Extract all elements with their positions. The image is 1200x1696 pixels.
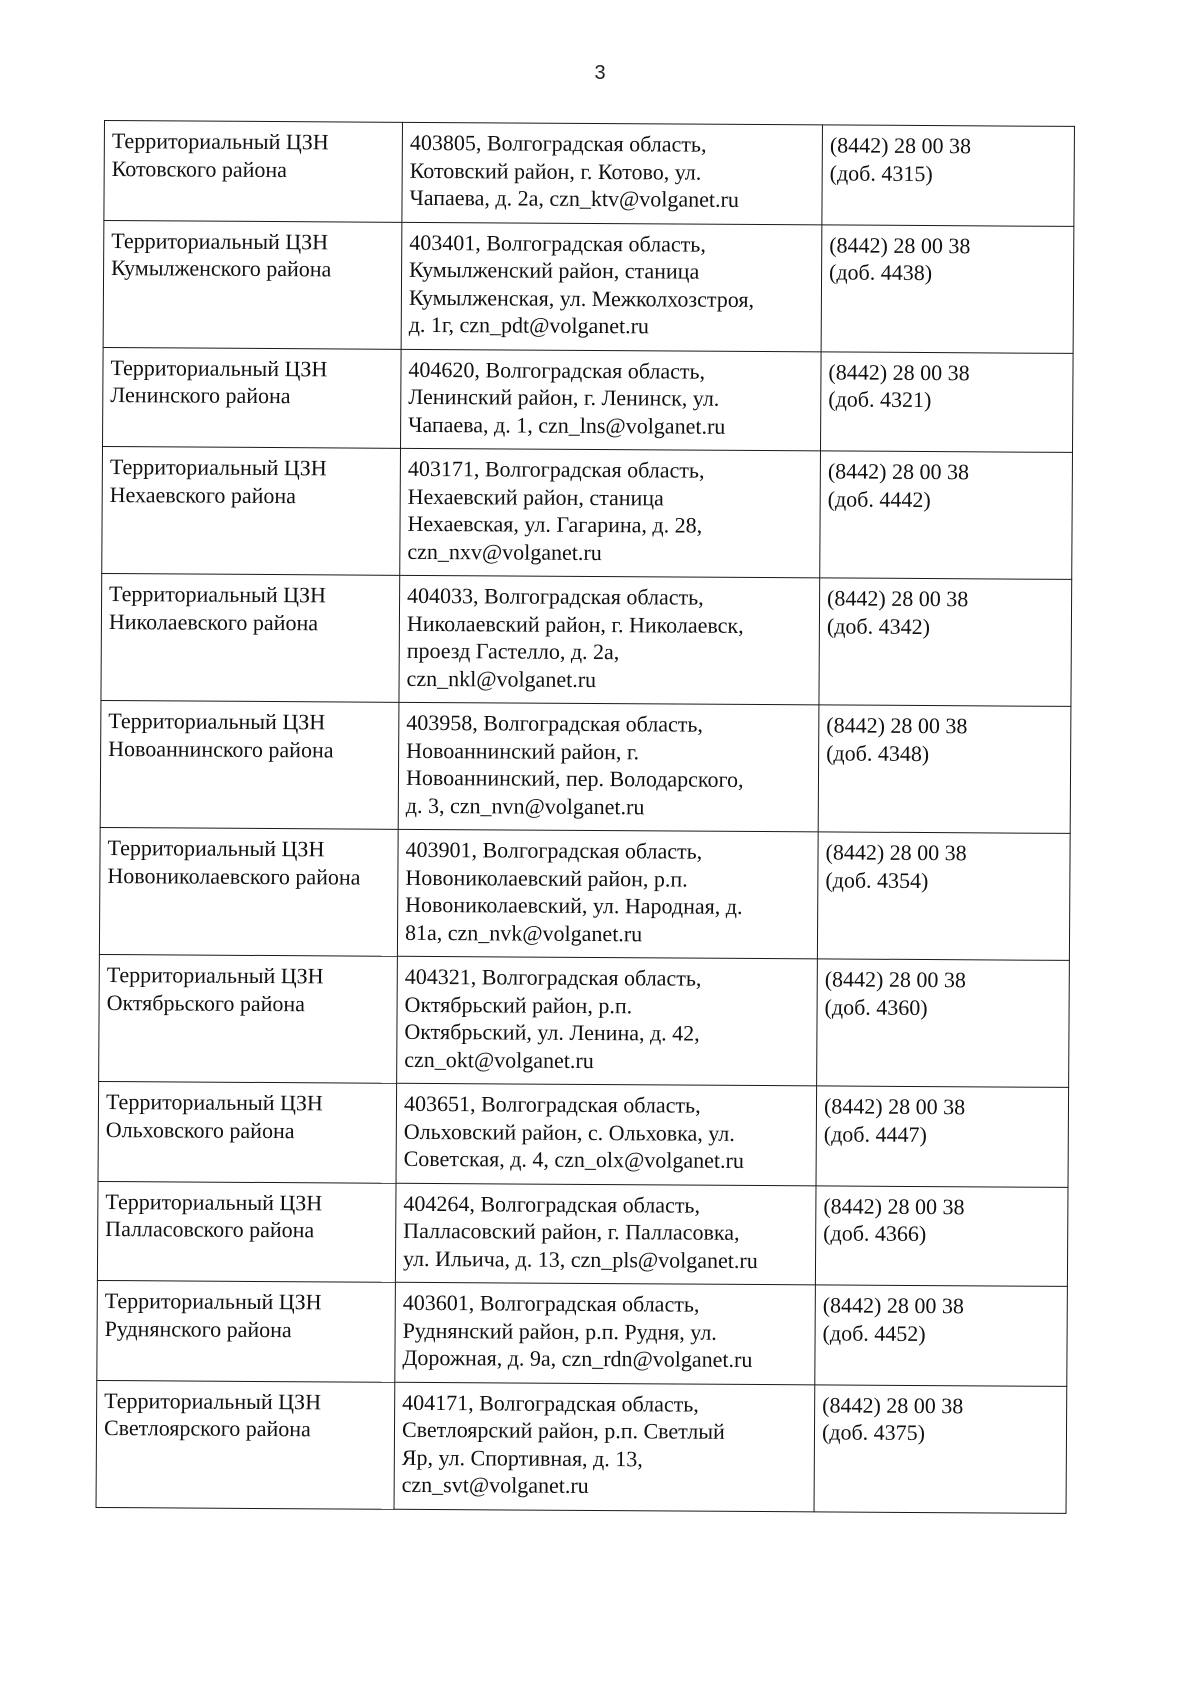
phone-line: (доб. 4342) bbox=[826, 612, 931, 639]
name-line: Руднянского района bbox=[104, 1315, 292, 1342]
address-line: 403171, Волгоградская область, bbox=[407, 455, 705, 483]
phone-cell bbox=[817, 832, 1070, 961]
phone-line: (8442) 28 00 38 bbox=[824, 966, 966, 993]
phone-line: (доб. 4447) bbox=[823, 1120, 927, 1147]
center-name-cell bbox=[99, 827, 398, 956]
address-cell bbox=[400, 349, 821, 451]
table-row bbox=[103, 220, 1074, 353]
phone-line: (доб. 4354) bbox=[825, 866, 929, 893]
name-line: Кумылженского района bbox=[111, 255, 332, 282]
name-line: Ольховского района bbox=[105, 1116, 295, 1143]
address-line: Николаевский район, г. Николаевск, bbox=[406, 610, 744, 638]
phone-line: (доб. 4452) bbox=[822, 1319, 926, 1346]
address-line: 403901, Волгоградская область, bbox=[405, 836, 703, 864]
phone-cell bbox=[816, 1086, 1069, 1187]
phone-line: (8442) 28 00 38 bbox=[823, 1093, 966, 1120]
name-line: Территориальный ЦЗН bbox=[104, 1288, 322, 1315]
name-line: Территориальный ЦЗН bbox=[106, 962, 324, 989]
table-row bbox=[101, 573, 1072, 706]
phone-line: (8442) 28 00 38 bbox=[825, 839, 967, 866]
phone-cell bbox=[819, 578, 1072, 707]
name-line: Светлоярского района bbox=[103, 1415, 311, 1442]
center-name-cell bbox=[98, 1081, 397, 1182]
address-cell bbox=[395, 1282, 816, 1384]
table-body bbox=[96, 121, 1074, 1513]
address-line: Октябрьский, ул. Ленина, д. 42, bbox=[404, 1018, 700, 1046]
center-name-cell bbox=[103, 347, 402, 448]
table-row bbox=[99, 827, 1070, 960]
phone-cell bbox=[814, 1384, 1067, 1513]
phone-line: (8442) 28 00 38 bbox=[822, 1292, 965, 1319]
phone-line: (доб. 4375) bbox=[821, 1419, 926, 1446]
name-line: Котовского района bbox=[111, 155, 288, 182]
table-row bbox=[97, 1280, 1068, 1385]
contacts-table bbox=[96, 120, 1075, 1513]
address-line: 403601, Волгоградская область, bbox=[402, 1289, 700, 1317]
phone-cell bbox=[815, 1285, 1068, 1386]
table-row bbox=[96, 1380, 1067, 1513]
address-line: 404321, Волгоградская область, bbox=[404, 963, 702, 991]
name-line: Территориальный ЦЗН bbox=[108, 708, 326, 735]
address-line: Советская, д. 4, czn_olx@volganet.ru bbox=[403, 1145, 744, 1173]
address-line: czn_nkl@volganet.ru bbox=[406, 665, 597, 692]
phone-cell bbox=[818, 705, 1071, 834]
address-line: проезд Гастелло, д. 2а, bbox=[406, 637, 620, 665]
address-line: czn_svt@volganet.ru bbox=[401, 1471, 589, 1498]
name-line: Ленинского района bbox=[110, 382, 291, 409]
address-line: Нехаевская, ул. Гагарина, д. 28, bbox=[407, 510, 703, 538]
center-name-cell bbox=[96, 1380, 395, 1509]
center-name-cell bbox=[101, 573, 400, 702]
phone-cell bbox=[820, 451, 1073, 580]
address-line: Чапаева, д. 2а, czn_ktv@volganet.ru bbox=[409, 184, 739, 212]
phone-line: (8442) 28 00 38 bbox=[828, 358, 970, 385]
address-line: Яр, ул. Спортивная, д. 13, bbox=[401, 1444, 643, 1471]
name-line: Октябрьского района bbox=[106, 989, 306, 1016]
address-cell bbox=[394, 1382, 815, 1512]
address-cell bbox=[397, 956, 818, 1086]
phone-cell bbox=[821, 224, 1074, 353]
phone-cell bbox=[815, 1185, 1068, 1286]
phone-line: (8442) 28 00 38 bbox=[827, 585, 969, 612]
phone-line: (доб. 4366) bbox=[823, 1220, 927, 1247]
name-line: Территориальный ЦЗН bbox=[105, 1089, 323, 1116]
phone-line: (доб. 4321) bbox=[828, 386, 932, 413]
address-line: 403401, Волгоградская область, bbox=[409, 229, 706, 257]
address-line: Новониколаевский, ул. Народная, д. bbox=[405, 891, 743, 919]
address-line: 404264, Волгоградская область, bbox=[403, 1190, 701, 1218]
center-name-cell bbox=[99, 954, 398, 1083]
address-line: 81а, czn_nvk@volganet.ru bbox=[404, 919, 643, 946]
center-name-cell bbox=[102, 446, 401, 575]
center-name-cell bbox=[97, 1181, 396, 1282]
phone-line: (8442) 28 00 38 bbox=[822, 1391, 964, 1418]
center-name-cell bbox=[100, 700, 399, 829]
address-cell bbox=[398, 702, 819, 832]
address-line: 404620, Волгоградская область, bbox=[408, 356, 706, 384]
address-line: Новоаннинский, пер. Володарского, bbox=[405, 764, 744, 792]
name-line: Территориальный ЦЗН bbox=[104, 1387, 322, 1414]
address-line: 404171, Волгоградская область, bbox=[402, 1389, 699, 1417]
address-line: 403958, Волгоградская область, bbox=[406, 709, 704, 737]
address-line: д. 1г, czn_pdt@volganet.ru bbox=[408, 311, 650, 339]
address-cell bbox=[395, 1183, 816, 1285]
address-line: czn_okt@volganet.ru bbox=[404, 1046, 594, 1073]
address-line: Палласовский район, г. Палласовка, bbox=[403, 1217, 740, 1245]
address-line: д. 3, czn_nvn@volganet.ru bbox=[405, 792, 645, 819]
phone-cell bbox=[822, 125, 1075, 226]
address-cell bbox=[399, 575, 820, 705]
table-row bbox=[99, 954, 1070, 1087]
address-line: Руднянский район, р.п. Рудня, ул. bbox=[402, 1317, 717, 1345]
address-line: 403651, Волгоградская область, bbox=[403, 1090, 701, 1118]
table-row bbox=[98, 1081, 1069, 1186]
name-line: Нехаевского района bbox=[109, 481, 297, 508]
phone-line: (8442) 28 00 38 bbox=[829, 132, 972, 159]
address-cell bbox=[401, 222, 822, 352]
table-row bbox=[100, 700, 1071, 833]
phone-line: (доб. 4360) bbox=[824, 993, 928, 1020]
address-line: Светлоярский район, р.п. Светлый bbox=[401, 1416, 725, 1444]
phone-line: (8442) 28 00 38 bbox=[823, 1192, 965, 1219]
name-line: Николаевского района bbox=[108, 608, 319, 635]
table-row bbox=[104, 121, 1075, 226]
address-line: 403805, Волгоградская область, bbox=[409, 129, 707, 157]
center-name-cell bbox=[104, 121, 403, 222]
phone-cell bbox=[820, 351, 1073, 452]
name-line: Территориальный ЦЗН bbox=[110, 354, 328, 381]
table-row bbox=[102, 446, 1073, 579]
address-line: Ленинский район, г. Ленинск, ул. bbox=[408, 383, 720, 411]
phone-line: (8442) 28 00 38 bbox=[829, 231, 971, 258]
address-line: ул. Ильича, д. 13, czn_pls@volganet.ru bbox=[402, 1245, 758, 1273]
phone-line: (доб. 4442) bbox=[827, 485, 931, 512]
address-cell bbox=[397, 829, 818, 959]
address-line: Кумылженский район, станица bbox=[409, 256, 700, 284]
address-line: Октябрьский район, р.п. bbox=[404, 991, 633, 1018]
name-line: Новоаннинского района bbox=[108, 735, 334, 762]
address-line: Котовский район, г. Котово, ул. bbox=[409, 157, 702, 185]
name-line: Территориальный ЦЗН bbox=[111, 227, 329, 254]
center-name-cell bbox=[103, 220, 402, 349]
table-row bbox=[103, 347, 1074, 452]
name-line: Территориальный ЦЗН bbox=[107, 835, 325, 862]
page-number: 3 bbox=[594, 62, 606, 84]
address-line: 404033, Волгоградская область, bbox=[407, 582, 704, 610]
name-line: Территориальный ЦЗН bbox=[109, 581, 327, 608]
address-line: czn_nxv@volganet.ru bbox=[407, 538, 602, 565]
address-line: Новоаннинский район, г. bbox=[406, 737, 640, 764]
phone-line: (доб. 4348) bbox=[826, 739, 930, 766]
address-line: Новониколаевский район, р.п. bbox=[405, 864, 688, 892]
address-cell bbox=[402, 122, 823, 224]
phone-line: (8442) 28 00 38 bbox=[827, 458, 970, 485]
name-line: Территориальный ЦЗН bbox=[111, 128, 329, 155]
phone-line: (8442) 28 00 38 bbox=[826, 712, 968, 739]
address-cell bbox=[400, 448, 821, 578]
phone-cell bbox=[817, 959, 1070, 1088]
phone-line: (доб. 4315) bbox=[829, 159, 933, 186]
name-line: Новониколаевского района bbox=[107, 862, 361, 890]
center-name-cell bbox=[97, 1280, 396, 1381]
address-line: Кумылженская, ул. Межколхозстроя, bbox=[408, 284, 755, 312]
address-line: Нехаевский район, станица bbox=[407, 483, 664, 510]
address-cell bbox=[396, 1083, 817, 1185]
table-row bbox=[97, 1181, 1068, 1286]
name-line: Палласовского района bbox=[105, 1216, 315, 1243]
address-line: Ольховский район, с. Ольховка, ул. bbox=[403, 1118, 735, 1146]
name-line: Территориальный ЦЗН bbox=[109, 454, 327, 481]
phone-line: (доб. 4438) bbox=[829, 259, 933, 286]
address-line: Чапаева, д. 1, czn_lns@volganet.ru bbox=[408, 411, 726, 439]
name-line: Территориальный ЦЗН bbox=[105, 1188, 323, 1215]
address-line: Дорожная, д. 9а, czn_rdn@volganet.ru bbox=[402, 1344, 753, 1372]
